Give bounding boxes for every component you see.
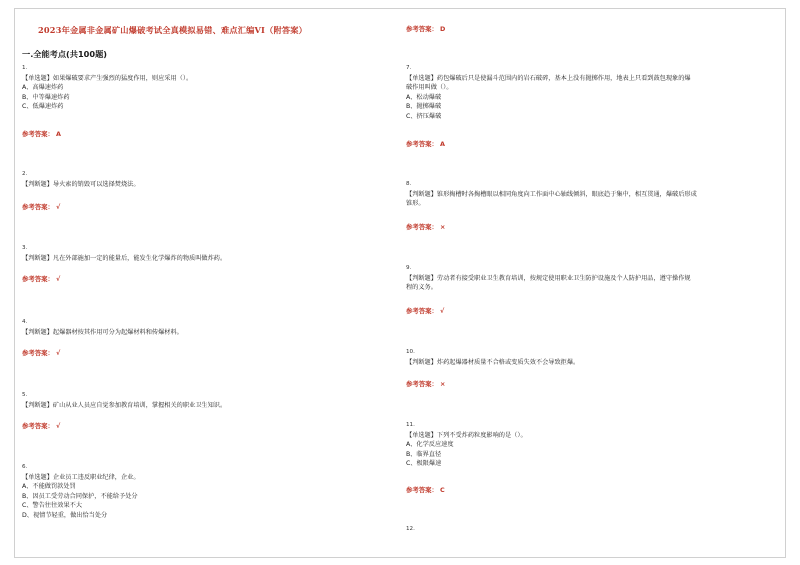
question-text: 【判断题】导火索的销毁可以选择焚烧法。 xyxy=(22,180,140,188)
answer-value: √ xyxy=(55,422,61,430)
question-12 xyxy=(406,525,415,535)
answer-label: 参考答案： xyxy=(406,140,438,148)
question-8 xyxy=(406,180,697,209)
question-5 xyxy=(22,391,226,410)
answer-label: 参考答案： xyxy=(22,349,54,357)
question-text: 【判断题】矿山从业人员应自觉参加教育培训，掌握相关的职业卫生知识。 xyxy=(22,401,227,409)
option-d: D、视情节轻重，做出恰当处分 xyxy=(22,511,108,519)
answer-9 xyxy=(406,307,444,317)
answer-value: A xyxy=(55,130,61,138)
answer-1 xyxy=(22,130,61,140)
answer-value: √ xyxy=(439,307,445,315)
answer-10 xyxy=(406,380,445,390)
answer-value: A xyxy=(439,140,445,148)
question-number: 8. xyxy=(406,181,412,187)
option-a: A、化学反应速度 xyxy=(406,441,454,449)
answer-value: × xyxy=(439,223,446,231)
question-number: 11. xyxy=(406,422,415,428)
option-a: A、高爆速炸药 xyxy=(22,84,64,92)
answer-label: 参考答案： xyxy=(406,25,438,33)
question-number: 2. xyxy=(22,171,28,177)
option-a: A、松动爆破 xyxy=(406,93,442,101)
option-b: B、因员工受劳动合同保护，不能给予处分 xyxy=(22,492,138,500)
question-number: 4. xyxy=(22,319,28,325)
answer-6 xyxy=(406,25,445,35)
option-c: C、低爆速炸药 xyxy=(22,103,64,111)
question-text: 【判断题】炸药起爆器材质量不合格或变质失效不会导致拒爆。 xyxy=(406,358,580,366)
section-title: 一.全能考点(共100题) xyxy=(22,49,107,59)
option-b: B、抛掷爆破 xyxy=(406,103,442,111)
answer-label: 参考答案： xyxy=(22,275,54,283)
answer-4 xyxy=(22,349,60,359)
option-b: B、临界直径 xyxy=(406,450,442,458)
question-number: 10. xyxy=(406,349,415,355)
question-number: 12. xyxy=(406,526,415,532)
answer-label: 参考答案： xyxy=(406,486,438,494)
answer-5 xyxy=(22,422,60,432)
document-title: 2023年金属非金属矿山爆破考试全真模拟易错、难点汇编VI（附答案） xyxy=(38,25,308,35)
question-text: 【判断题】锥形掏槽时各掏槽眼以相同角度向工作面中心轴线倾斜，眼底趋于集中，相互贯通，爆破后形成 xyxy=(406,190,697,198)
question-7 xyxy=(406,64,691,122)
question-text: 【判断题】起爆器材按其作用可分为起爆材料和传爆材料。 xyxy=(22,328,183,336)
answer-label: 参考答案： xyxy=(406,380,438,388)
question-4 xyxy=(22,318,183,337)
question-number: 3. xyxy=(22,245,28,251)
question-11 xyxy=(406,421,527,469)
answer-value: D xyxy=(439,25,446,33)
question-9 xyxy=(406,264,691,293)
answer-label: 参考答案： xyxy=(22,203,54,211)
answer-3 xyxy=(22,275,60,285)
option-c: C、挤压爆破 xyxy=(406,112,442,120)
answer-label: 参考答案： xyxy=(22,130,54,138)
answer-label: 参考答案： xyxy=(406,223,438,231)
question-6 xyxy=(22,463,140,521)
question-2 xyxy=(22,170,140,189)
answer-value: √ xyxy=(55,203,61,211)
question-number: 7. xyxy=(406,65,412,71)
option-c: C、极限爆速 xyxy=(406,460,442,468)
answer-2 xyxy=(22,203,60,213)
answer-value: √ xyxy=(55,349,61,357)
question-text-cont: 破作用叫做（）。 xyxy=(406,84,453,92)
question-text: 【单选题】如果爆破要求产生强烈的猛度作用，则应采用（）。 xyxy=(22,74,193,82)
answer-label: 参考答案： xyxy=(22,422,54,430)
question-text: 【判断题】劳动者有接受职业卫生教育培训，按规定使用职业卫生防护设施及个人防护用品，遵守操作规 xyxy=(406,274,691,282)
question-number: 5. xyxy=(22,392,28,398)
answer-11 xyxy=(406,486,445,496)
option-a: A、不能做罚款处罚 xyxy=(22,483,76,491)
answer-8 xyxy=(406,223,445,233)
option-c: C、警告往往效果不大 xyxy=(22,502,83,510)
question-number: 1. xyxy=(22,65,28,71)
question-10 xyxy=(406,348,579,367)
question-text-cont: 锥形。 xyxy=(406,200,425,208)
question-text: 【单选题】企业员工违反职业纪律，企业。 xyxy=(22,473,140,481)
question-text: 【判断题】凡在外部施加一定的能量后，能发生化学爆炸的物质叫做炸药。 xyxy=(22,254,227,262)
question-number: 6. xyxy=(22,464,28,470)
question-number: 9. xyxy=(406,265,412,271)
question-3 xyxy=(22,244,226,263)
question-text-cont: 程的义务。 xyxy=(406,284,437,292)
answer-value: C xyxy=(439,486,445,494)
answer-value: × xyxy=(439,380,446,388)
answer-label: 参考答案： xyxy=(406,307,438,315)
answer-value: √ xyxy=(55,275,61,283)
question-1 xyxy=(22,64,192,112)
option-b: B、中等爆速炸药 xyxy=(22,93,70,101)
answer-7 xyxy=(406,140,445,150)
question-text: 【单选题】药包爆破后只是使漏斗范围内的岩石破碎，基本上没有抛掷作用，地表上只看到鼓包现象的爆 xyxy=(406,74,691,82)
question-text: 【单选题】下列不受炸药粒度影响的是（）。 xyxy=(406,431,527,439)
